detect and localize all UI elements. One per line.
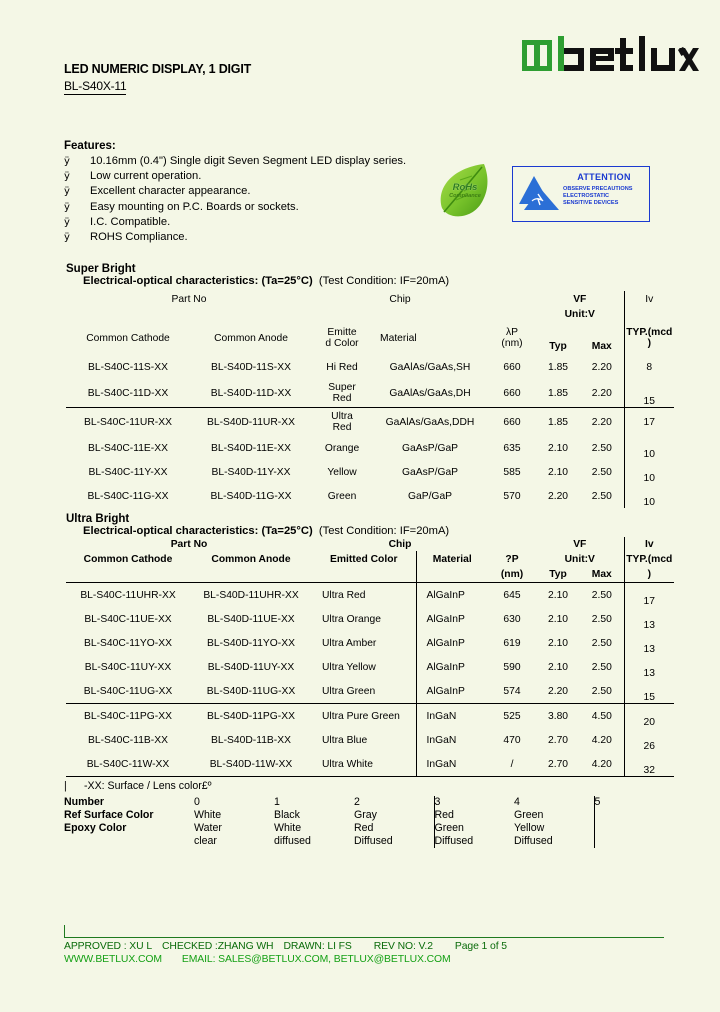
- cell-wavelength: 619: [503, 637, 521, 649]
- col-common-cathode: Common Cathode: [83, 553, 173, 565]
- footer-approved: APPROVED : XU L: [64, 941, 153, 952]
- feature-item: [64, 184, 484, 199]
- header-part-no: Part No: [171, 294, 207, 305]
- feature-text: Easy mounting on P.C. Boards or sockets.: [90, 200, 299, 213]
- cell-material: GaAlAs/GaAs,DDH: [385, 416, 475, 428]
- rohs-label: RoHs: [452, 182, 478, 193]
- betlux-logo: [520, 36, 700, 82]
- cell-iv: 10: [624, 484, 674, 508]
- cell-vf-typ: 2.20: [536, 679, 580, 704]
- lens-color-note-text: -XX: Surface / Lens color£º: [84, 780, 212, 792]
- footer-divider: [64, 925, 664, 938]
- cell-wavelength: 470: [503, 734, 521, 746]
- feature-text: 10.16mm (0.4") Single digit Seven Segment LED display series.: [90, 155, 407, 167]
- lens-epoxy-1-line2: diffused: [274, 835, 311, 847]
- feature-item: [64, 230, 484, 245]
- cell-vf-typ: 1.85: [547, 416, 569, 428]
- super-bright-test-condition: (Test Condition: IF=20mA): [318, 275, 450, 287]
- cell-vf-max: 2.50: [591, 613, 612, 625]
- bullet-icon: ÿ: [64, 186, 70, 198]
- cell-emitted-color: Ultra Amber: [322, 637, 377, 649]
- cell-wavelength: 525: [503, 710, 521, 722]
- cell-vf-typ: 2.10: [547, 661, 569, 673]
- cell-common-cathode: BL-S40C-11YO-XX: [84, 637, 172, 649]
- header-vf-unit: Unit:V: [564, 309, 595, 320]
- cell-wavelength: /: [488, 752, 536, 777]
- cell-common-anode: BL-S40D-11YO-XX: [207, 637, 295, 649]
- cell-vf-max: 2.20: [580, 379, 624, 408]
- cell-iv: 20: [624, 704, 674, 729]
- table-row: [66, 607, 674, 631]
- super-bright-section: [66, 263, 678, 508]
- cell-emitted-color: Ultra Red: [312, 583, 416, 608]
- cell-vf-typ: 2.70: [547, 734, 569, 746]
- col-iv-typ: [624, 321, 674, 355]
- cell-iv: 17: [624, 408, 674, 437]
- col-wavelength: [488, 321, 536, 355]
- cell-material: GaAsP/GaP: [401, 466, 459, 478]
- cell-vf-max: 2.20: [591, 416, 612, 428]
- cell-wavelength: 630: [503, 613, 521, 625]
- cell-iv: 8: [624, 355, 674, 379]
- feature-item: [64, 169, 484, 184]
- feature-text: Excellent character appearance.: [90, 185, 251, 198]
- super-bright-subheading: [83, 275, 678, 287]
- lens-epoxy-4-line2: Diffused: [514, 835, 553, 847]
- lens-epoxy-1: [274, 822, 354, 848]
- page-footer: [64, 925, 664, 965]
- table-column-header-row: [66, 321, 674, 355]
- rohs-sublabel: Compliance: [449, 193, 481, 199]
- footer-revision: REV NO: V.2: [373, 941, 433, 952]
- table-row: [66, 460, 674, 484]
- header-iv: Iv: [624, 537, 674, 551]
- cell-wavelength: 645: [488, 583, 536, 608]
- table-row: [66, 655, 674, 679]
- rohs-badge: [434, 162, 496, 222]
- col-common-anode: Common Anode: [211, 553, 291, 565]
- lens-number-5: 5: [594, 796, 634, 809]
- features-heading: Features:: [64, 140, 116, 152]
- lens-surface-1: Black: [274, 809, 300, 821]
- cell-common-cathode: BL-S40C-11B-XX: [88, 734, 168, 746]
- cell-material: InGaN: [416, 704, 488, 729]
- lens-surface-0: White: [194, 809, 222, 821]
- table-row: [66, 355, 674, 379]
- table-column-header-row: [66, 551, 674, 567]
- super-bright-sub-bold: Electrical-optical characteristics: (Ta=25°C): [83, 275, 313, 287]
- cell-wavelength: 585: [503, 466, 521, 478]
- table-row: [66, 436, 674, 460]
- esd-title: ATTENTION: [577, 172, 631, 182]
- cell-common-cathode: BL-S40C-11D-XX: [66, 379, 190, 408]
- cell-common-anode: BL-S40D-11W-XX: [190, 752, 312, 777]
- cell-common-cathode: BL-S40C-11UHR-XX: [66, 583, 190, 608]
- cell-vf-typ: 2.10: [547, 466, 569, 478]
- part-number: BL-S40X-11: [64, 79, 127, 93]
- cell-emitted-color: Ultra Pure Green: [322, 710, 400, 722]
- cell-material: GaP/GaP: [407, 490, 453, 502]
- cell-common-anode: BL-S40D-11UHR-XX: [190, 583, 312, 608]
- cell-vf-typ: 1.85: [536, 379, 580, 408]
- footer-email-label: EMAIL:: [181, 954, 216, 965]
- cell-iv: 13: [624, 607, 674, 631]
- footer-website-link[interactable]: WWW.BETLUX.COM: [64, 954, 162, 965]
- cell-common-cathode: BL-S40C-11UE-XX: [84, 613, 172, 625]
- cell-common-anode: BL-S40D-11G-XX: [210, 490, 292, 502]
- betlux-logo-icon: [520, 36, 700, 82]
- cell-iv: 26: [624, 728, 674, 752]
- cell-material: AlGaInP: [416, 655, 488, 679]
- cell-vf-max: 2.50: [591, 661, 612, 673]
- table-row: [66, 752, 674, 777]
- cell-material: AlGaInP: [416, 607, 488, 631]
- cell-emitted-color: [312, 379, 372, 408]
- col-iv-typ-line1: TYP.(mcd: [626, 326, 673, 338]
- table-row: [66, 704, 674, 729]
- lens-epoxy-2-line2: Diffused: [354, 835, 393, 847]
- col-vf-max: Max: [580, 567, 624, 583]
- cell-vf-max: 4.20: [591, 734, 612, 746]
- header-vf: VF: [573, 538, 587, 550]
- cell-vf-typ: 2.10: [547, 442, 569, 454]
- footer-email-separator: ,: [328, 954, 331, 965]
- cell-iv: 15: [624, 379, 674, 408]
- cell-vf-max: 2.50: [591, 442, 612, 454]
- cell-material: AlGaInP: [416, 631, 488, 655]
- cell-material: AlGaInP: [416, 679, 488, 704]
- col-iv-typ-line1: TYP.(mcd: [624, 551, 674, 567]
- cell-emitted-color-line1: Ultra: [331, 410, 353, 422]
- cell-wavelength: 660: [503, 361, 521, 373]
- cell-common-anode: BL-S40D-11UY-XX: [207, 661, 295, 673]
- col-wavelength-unit: (nm): [501, 338, 523, 349]
- cell-iv: 17: [624, 583, 674, 608]
- col-emitted-color-line2: d Color: [325, 338, 359, 349]
- table-row: [66, 408, 674, 437]
- footer-page-number: Page 1 of 5: [454, 941, 507, 952]
- cell-common-cathode: BL-S40C-11Y-XX: [88, 466, 168, 478]
- cell-vf-typ: 1.85: [547, 361, 569, 373]
- ultra-bright-table: [66, 537, 674, 777]
- lens-epoxy-4-line1: Yellow: [514, 822, 545, 834]
- feature-item: [64, 154, 484, 169]
- lens-epoxy-0-line1: Water: [194, 822, 222, 834]
- cell-emitted-color: Green: [327, 490, 357, 502]
- lens-surface-3: Red: [434, 809, 514, 822]
- table-group-header-row: [66, 291, 674, 308]
- bullet-icon: ÿ: [64, 171, 70, 183]
- cell-vf-max: 4.50: [591, 710, 612, 722]
- cell-common-anode: BL-S40D-11UG-XX: [190, 679, 312, 704]
- lens-surface-5: [594, 809, 634, 822]
- feature-text: I.C. Compatible.: [90, 215, 171, 228]
- lens-epoxy-3: [434, 822, 514, 848]
- cell-vf-typ: 2.10: [536, 583, 580, 608]
- table-column-header-row-2: [66, 567, 674, 583]
- cell-common-anode: BL-S40D-11D-XX: [190, 379, 312, 408]
- lens-number-0: 0: [194, 796, 200, 808]
- col-emitted-color: [312, 321, 372, 355]
- esd-line-2: ELECTROSTATIC: [563, 193, 610, 200]
- esd-attention-box: [512, 166, 650, 222]
- lens-number-2: 2: [354, 796, 360, 808]
- ultra-bright-section: [66, 513, 678, 777]
- super-bright-table: [66, 291, 674, 508]
- table-row: [66, 631, 674, 655]
- esd-line-3: SENSITIVE DEVICES: [563, 200, 619, 207]
- bullet-icon: ÿ: [64, 201, 70, 213]
- cell-iv: 13: [624, 631, 674, 655]
- cell-vf-typ: 3.80: [547, 710, 569, 722]
- cell-material: InGaN: [416, 728, 488, 752]
- cell-vf-typ: 2.10: [547, 637, 569, 649]
- table-row: [66, 484, 674, 508]
- cell-material: InGaN: [416, 752, 488, 777]
- cell-vf-max: 2.50: [580, 583, 624, 608]
- cell-wavelength: 590: [503, 661, 521, 673]
- cell-vf-typ: 2.70: [536, 752, 580, 777]
- col-wavelength-symbol: λP: [506, 326, 519, 338]
- lens-epoxy-2-line1: Red: [354, 822, 374, 834]
- cell-emitted-color: Hi Red: [326, 361, 358, 373]
- col-emitted-color-line1: Emitte: [327, 326, 357, 338]
- cell-wavelength: 660: [488, 379, 536, 408]
- footer-contact-line: [64, 954, 664, 965]
- cell-common-anode: BL-S40D-11Y-XX: [211, 466, 291, 478]
- lens-surface-2: Gray: [354, 809, 377, 821]
- lens-label-epoxy: Epoxy Color: [64, 822, 127, 834]
- header-chip: Chip: [389, 294, 411, 305]
- table-group-header-row: [66, 537, 674, 551]
- lens-surface-4: Green: [514, 809, 544, 821]
- lens-epoxy-3-line1: Green: [434, 822, 464, 834]
- cell-vf-max: 2.50: [591, 490, 612, 502]
- bullet-icon: ÿ: [64, 216, 70, 228]
- page-header: [0, 0, 720, 120]
- cell-emitted-color-line2: Red: [332, 422, 352, 433]
- footer-approval-line: [64, 941, 664, 952]
- cell-emitted-color: Ultra Yellow: [322, 661, 376, 673]
- table-row: [66, 379, 674, 408]
- footer-email-sales[interactable]: SALES@BETLUX.COM: [218, 954, 329, 965]
- ultra-bright-subheading: [83, 525, 678, 537]
- footer-drawn: DRAWN: LI FS: [283, 941, 352, 952]
- feature-item: [64, 215, 484, 230]
- col-common-cathode: Common Cathode: [86, 332, 170, 344]
- footer-checked: CHECKED :ZHANG WH: [162, 941, 274, 952]
- cell-common-cathode: BL-S40C-11G-XX: [87, 490, 169, 502]
- bullet-icon: ÿ: [64, 232, 70, 244]
- col-common-anode: Common Anode: [214, 332, 288, 344]
- header-iv: Iv: [624, 291, 674, 308]
- lens-row-number: [64, 796, 634, 809]
- lens-epoxy-0-line2: clear: [194, 835, 217, 847]
- cell-emitted-color: Ultra Green: [312, 679, 416, 704]
- esd-warning-icon: [518, 172, 560, 214]
- cell-emitted-color: Orange: [324, 442, 360, 454]
- cell-emitted-color: Yellow: [327, 466, 357, 478]
- cell-emitted-color-line2: Red: [332, 393, 352, 404]
- cell-wavelength: 570: [503, 490, 521, 502]
- cell-common-anode: BL-S40D-11UR-XX: [207, 416, 295, 428]
- col-wavelength-unit: (nm): [488, 567, 536, 583]
- lens-number-3: 3: [434, 796, 514, 809]
- cell-wavelength: 574: [488, 679, 536, 704]
- footer-email-betlux[interactable]: BETLUX@BETLUX.COM: [333, 954, 451, 965]
- cell-vf-max: 2.20: [591, 361, 612, 373]
- lens-color-table: [64, 796, 634, 848]
- cell-vf-max: 2.50: [591, 637, 612, 649]
- cell-common-cathode: BL-S40C-11PG-XX: [84, 710, 172, 722]
- col-material: Material: [380, 332, 417, 344]
- features-section: [64, 140, 484, 245]
- lens-epoxy-1-line1: White: [274, 822, 302, 834]
- lens-epoxy-2: [354, 822, 434, 848]
- col-vf-typ: Typ: [536, 567, 580, 583]
- cell-common-cathode: BL-S40C-11UG-XX: [66, 679, 190, 704]
- cell-material: GaAlAs/GaAs,DH: [372, 379, 488, 408]
- cell-common-cathode: BL-S40C-11UR-XX: [84, 416, 172, 428]
- cell-common-anode: BL-S40D-11B-XX: [211, 734, 291, 746]
- table-row: [66, 679, 674, 704]
- lens-color-section: [64, 780, 676, 848]
- title-block: [64, 62, 251, 95]
- cell-common-anode: BL-S40D-11E-XX: [211, 442, 291, 454]
- cell-emitted-color-line1: Super: [328, 381, 356, 393]
- feature-text: Low current operation.: [90, 170, 202, 183]
- lens-row-surface: [64, 809, 634, 822]
- cell-vf-typ: 2.10: [547, 613, 569, 625]
- cell-iv: 15: [624, 679, 674, 704]
- col-vf-typ: Typ: [549, 341, 567, 352]
- super-bright-heading: Super Bright: [66, 263, 136, 275]
- cell-vf-typ: 2.20: [547, 490, 569, 502]
- lens-label-number: Number: [64, 796, 105, 808]
- table-group-header-row-2: [66, 308, 674, 321]
- lens-number-4: 4: [514, 796, 520, 808]
- lens-epoxy-5: [594, 822, 634, 848]
- cell-vf-max: 4.20: [580, 752, 624, 777]
- lens-color-note: | -XX: Surface / Lens color£º: [64, 780, 212, 792]
- header-chip: Chip: [388, 538, 412, 550]
- col-wavelength-symbol: ?P: [505, 553, 519, 565]
- ultra-bright-heading: Ultra Bright: [66, 513, 130, 525]
- cell-iv: 10: [624, 436, 674, 460]
- cell-emitted-color: [312, 408, 372, 437]
- feature-item: [64, 200, 484, 215]
- cell-common-cathode: BL-S40C-11UY-XX: [84, 661, 172, 673]
- lens-epoxy-4: [514, 822, 594, 848]
- col-vf-unit: Unit:V: [564, 553, 595, 565]
- col-iv-typ-line2: ): [624, 567, 674, 583]
- cell-iv: 13: [624, 655, 674, 679]
- esd-line-1: OBSERVE PRECAUTIONS: [563, 186, 633, 192]
- cell-common-cathode: BL-S40C-11W-XX: [66, 752, 190, 777]
- cell-wavelength: 635: [503, 442, 521, 454]
- cell-common-cathode: BL-S40C-11E-XX: [88, 442, 168, 454]
- lens-epoxy-3-line2: Diffused: [434, 835, 474, 847]
- table-row: [66, 583, 674, 608]
- esd-precautions: [563, 186, 633, 208]
- col-iv-typ-line2: ): [647, 338, 651, 349]
- ultra-bright-sub-bold: Electrical-optical characteristics: (Ta=25°C): [83, 525, 313, 537]
- cell-material: AlGaInP: [416, 583, 488, 608]
- bullet-icon: ÿ: [64, 156, 70, 167]
- lens-epoxy-0: [194, 822, 274, 848]
- feature-text: ROHS Compliance.: [90, 231, 188, 244]
- col-emitted-color: Emitted Color: [329, 553, 398, 565]
- cell-emitted-color: Ultra White: [312, 752, 416, 777]
- cell-common-anode: BL-S40D-11UE-XX: [207, 613, 295, 625]
- cell-iv: 10: [624, 460, 674, 484]
- cell-emitted-color: Ultra Orange: [322, 613, 381, 625]
- cell-material: GaAsP/GaP: [401, 442, 459, 454]
- col-material: Material: [416, 551, 488, 567]
- lens-row-epoxy: [64, 822, 634, 848]
- col-vf-max: Max: [591, 341, 612, 352]
- cell-emitted-color: Ultra Blue: [322, 734, 368, 746]
- page-title: LED NUMERIC DISPLAY, 1 DIGIT: [64, 62, 252, 76]
- cell-common-cathode: BL-S40C-11S-XX: [88, 361, 168, 373]
- cell-common-anode: BL-S40D-11PG-XX: [207, 710, 295, 722]
- cell-vf-max: 2.50: [591, 466, 612, 478]
- table-row: [66, 728, 674, 752]
- header-part-no: Part No: [170, 538, 208, 550]
- ultra-bright-test-condition: (Test Condition: IF=20mA): [318, 525, 450, 537]
- cell-wavelength: 660: [503, 416, 521, 428]
- cell-vf-max: 2.50: [580, 679, 624, 704]
- cell-material: GaAlAs/GaAs,SH: [389, 361, 471, 373]
- cell-iv: 32: [624, 752, 674, 777]
- header-vf: VF: [573, 294, 587, 305]
- cell-common-anode: BL-S40D-11S-XX: [211, 361, 291, 373]
- lens-label-surface: Ref Surface Color: [64, 809, 154, 821]
- lens-number-1: 1: [274, 796, 280, 808]
